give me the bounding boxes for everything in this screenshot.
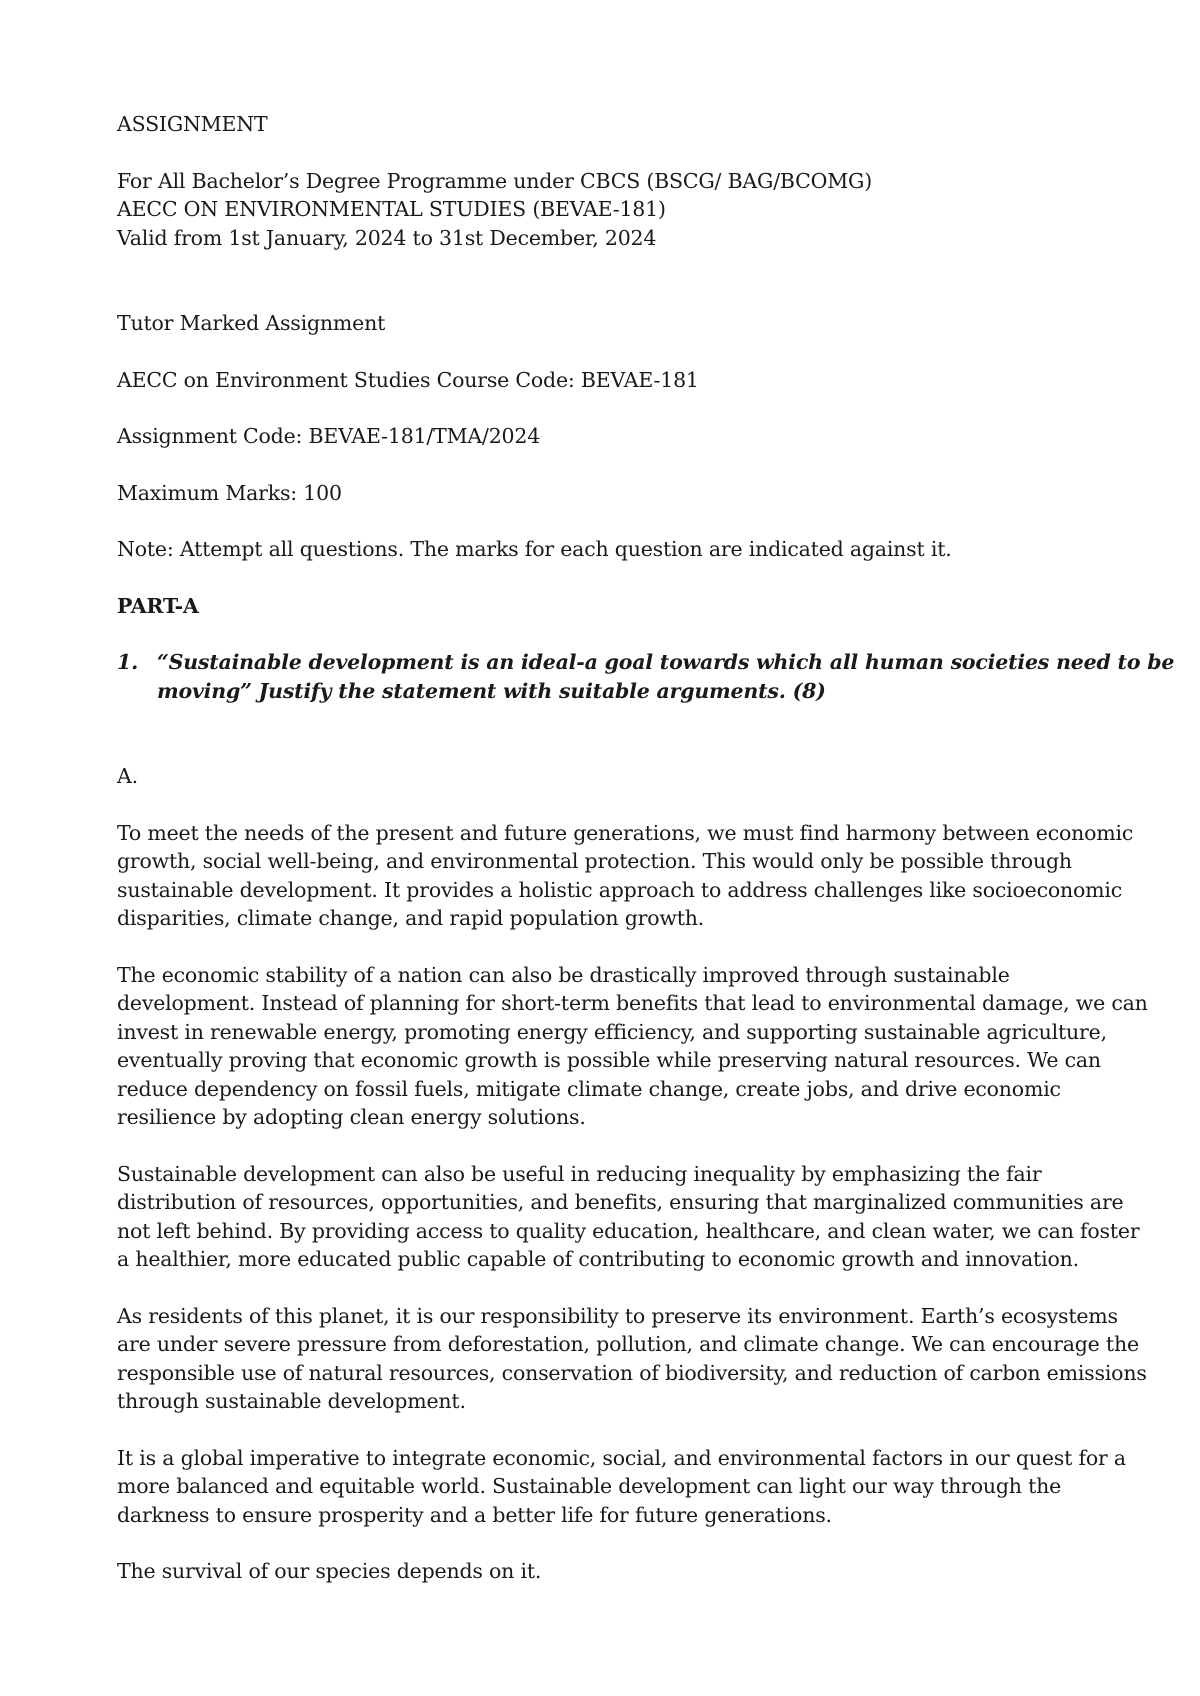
paragraph-line: As residents of this planet, it is our responsibility to preserve its environment. Earth’s ecosystems: [117, 1303, 1118, 1328]
paragraph-line: disparities, climate change, and rapid population growth.: [117, 906, 705, 930]
paragraph-line: The survival of our species depends on it.: [117, 1559, 542, 1583]
answer-body: [117, 819, 1148, 1586]
paragraph-line: through sustainable development.: [117, 1389, 466, 1413]
question-number: 1.: [117, 650, 139, 674]
course-line: AECC ON ENVIRONMENTAL STUDIES (BEVAE-181): [117, 197, 666, 221]
paragraph-line: a healthier, more educated public capable of contributing to economic growth and innovation.: [117, 1247, 1079, 1271]
question-text-line-2: moving” Justify the statement with suitable arguments. (8): [157, 678, 826, 703]
part-a-heading-text: PART-A: [117, 593, 199, 618]
answer-paragraph: [117, 1444, 1126, 1530]
answer-paragraph: [117, 961, 1148, 1132]
part-a-heading: [117, 592, 1097, 621]
max-marks-line: [117, 479, 1097, 508]
note-line: [117, 535, 1097, 564]
paragraph-line: more balanced and equitable world. Sustainable development can light our way through the: [117, 1474, 1062, 1498]
note-text: Note: Attempt all questions. The marks for each question are indicated against it.: [117, 537, 952, 561]
assignment-code-line: [117, 422, 1097, 451]
paragraph-line: sustainable development. It provides a holistic approach to address challenges like socioeconomic: [117, 877, 1123, 902]
answer-paragraph: [117, 819, 1134, 933]
paragraph-line: responsible use of natural resources, conservation of biodiversity, and reduction of carbon emissions: [117, 1360, 1147, 1385]
paragraph-line: distribution of resources, opportunities, and benefits, ensuring that marginalized communities are: [117, 1190, 1124, 1214]
validity-line: Valid from 1st January, 2024 to 31st December, 2024: [117, 225, 657, 250]
answer-label: [117, 762, 1097, 791]
tma-label: Tutor Marked Assignment: [117, 311, 386, 335]
paragraph-line: To meet the needs of the present and future generations, we must find harmony between economic: [117, 820, 1134, 845]
paragraph-line: It is a global imperative to integrate economic, social, and environmental factors in our quest for a: [117, 1445, 1126, 1470]
paragraph-line: not left behind. By providing access to quality education, healthcare, and clean water, we can foster: [117, 1218, 1140, 1243]
paragraph-line: reduce dependency on fossil fuels, mitigate climate change, create jobs, and drive economic: [117, 1076, 1061, 1101]
question-1: [117, 648, 1175, 705]
document-page: [117, 110, 1175, 1586]
question-text-line-1: “Sustainable development is an ideal-a goal towards which all human societies need to be: [157, 650, 1175, 674]
question-text: [157, 648, 1174, 705]
paragraph-line: darkness to ensure prosperity and a better life for future generations.: [117, 1502, 832, 1527]
paragraph-line: are under severe pressure from deforestation, pollution, and climate change. We can encourage the: [117, 1332, 1139, 1356]
paragraph-line: development. Instead of planning for short-term benefits that lead to environmental damage, we can: [117, 991, 1148, 1015]
paragraph-line: resilience by adopting clean energy solutions.: [117, 1105, 586, 1129]
course-code-line: [117, 366, 1097, 395]
paragraph-line: growth, social well-being, and environmental protection. This would only be possible through: [117, 849, 1072, 873]
course-info-block: [117, 167, 1097, 253]
paragraph-line: The economic stability of a nation can also be drastically improved through sustainable: [117, 962, 1010, 987]
programme-line: For All Bachelor’s Degree Programme under CBCS (BSCG/ BAG/BCOMG): [117, 168, 873, 193]
assignment-title-block: [117, 110, 1097, 139]
assignment-code-text: Assignment Code: BEVAE-181/TMA/2024: [117, 424, 541, 448]
answer-paragraph: [117, 1557, 1097, 1586]
max-marks-text: Maximum Marks: 100: [117, 480, 342, 505]
answer-paragraph: [117, 1160, 1140, 1274]
answer-paragraph: [117, 1302, 1147, 1416]
course-code-text: AECC on Environment Studies Course Code: BEVAE-181: [117, 367, 699, 392]
answer-label-text: A.: [117, 764, 138, 788]
tma-heading: [117, 309, 1097, 338]
paragraph-line: Sustainable development can also be useful in reducing inequality by emphasizing the fair: [117, 1161, 1042, 1186]
paragraph-line: eventually proving that economic growth is possible while preserving natural resources. We can: [117, 1048, 1101, 1072]
paragraph-line: invest in renewable energy, promoting energy efficiency, and supporting sustainable agriculture,: [117, 1019, 1107, 1044]
assignment-title: ASSIGNMENT: [117, 112, 268, 136]
